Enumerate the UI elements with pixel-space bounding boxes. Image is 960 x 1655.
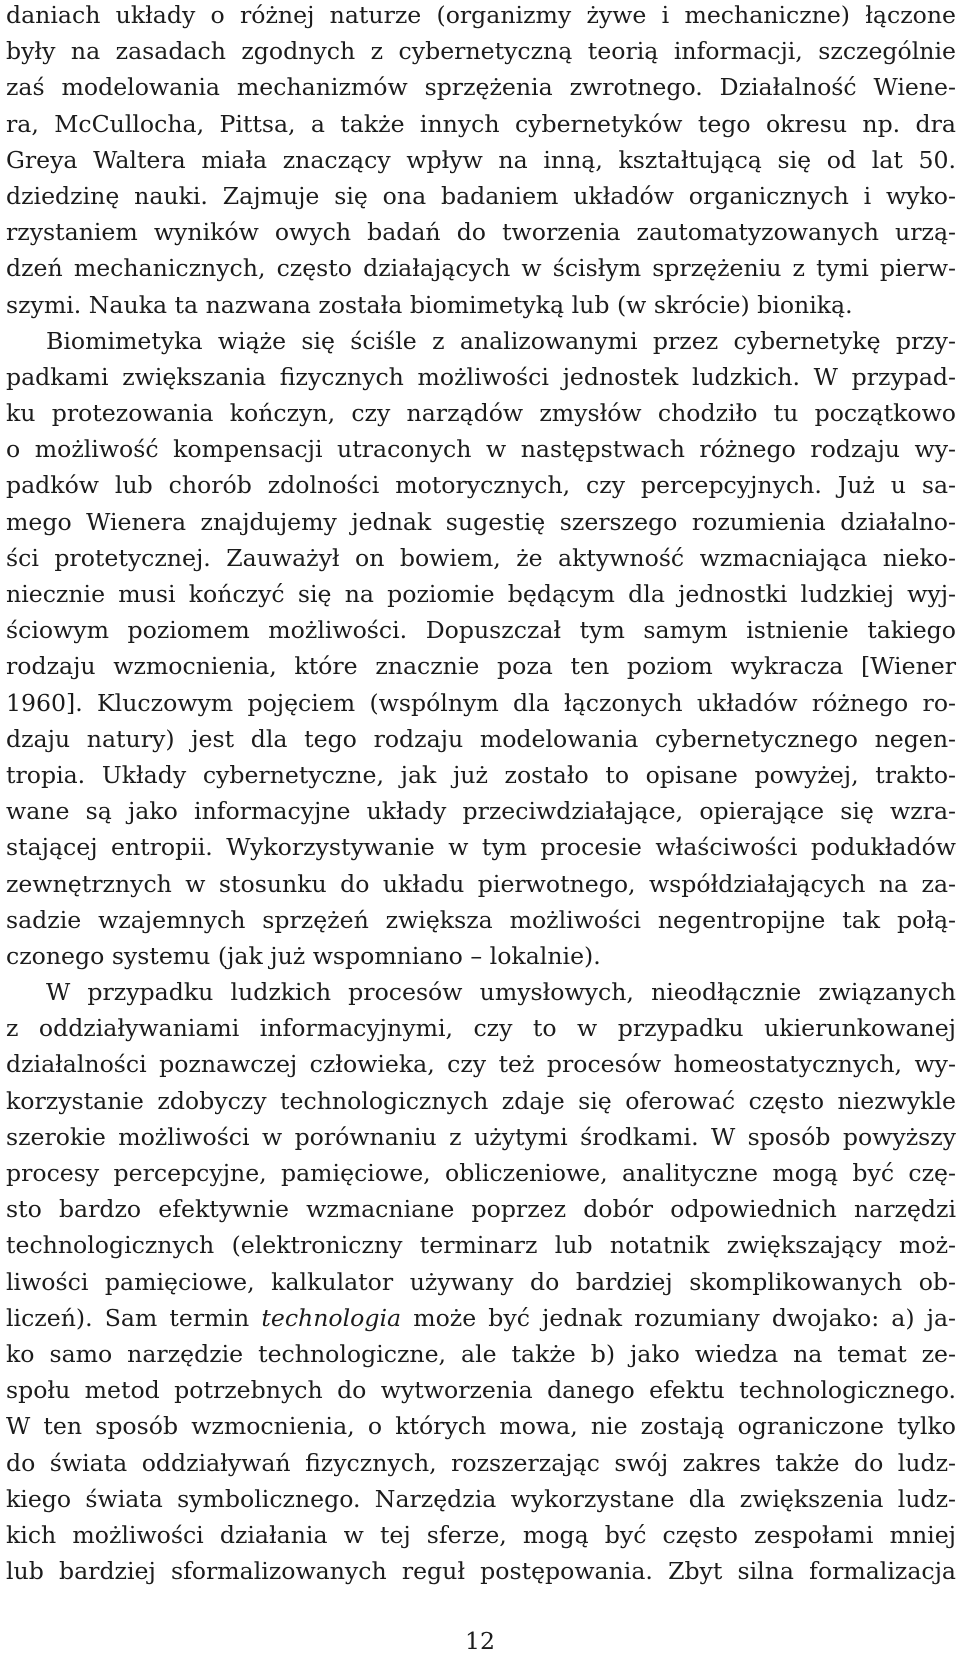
text-line: dzaju natury) jest dla tego rodzaju modelowania cybernetycznego negen- xyxy=(6,724,956,753)
text-line: do świata oddziaływań fizycznych, rozszerzając swój zakres także do ludz- xyxy=(6,1448,956,1477)
text-line: ku protezowania kończyn, czy narządów zmysłów chodziło tu początkowo xyxy=(6,399,956,428)
text-line: kich możliwości działania w tej sferze, mogą być często zespołami mniej xyxy=(6,1520,956,1549)
text-line: mego Wienera znajdujemy jednak sugestię szerszego rozumienia działalno- xyxy=(6,507,956,536)
text-line: lub bardziej sformalizowanych reguł postępowania. Zbyt silna formalizacja xyxy=(6,1557,956,1586)
text-line: daniach układy o różnej naturze (organizmy żywe i mechaniczne) łączone xyxy=(6,1,956,29)
paragraph xyxy=(6,0,956,323)
text-line: Biomimetyka wiąże się ściśle z analizowanymi przez cybernetykę przy- xyxy=(46,326,956,355)
text-line: społu metod potrzebnych do wytworzenia danego efektu technologicznego. xyxy=(6,1376,956,1405)
text-line: liwości pamięciowe, kalkulator używany do bardziej skomplikowanych ob- xyxy=(6,1267,956,1296)
text-segment: liczeń). Sam termin xyxy=(6,1303,262,1332)
text-line: 1960]. Kluczowym pojęciem (wspólnym dla łączonych układów różnego ro- xyxy=(6,688,956,717)
text-line: działalności poznawczej człowieka, czy też procesów homeostatycznych, wy- xyxy=(6,1050,956,1079)
text-line: zaś modelowania mechanizmów sprzężenia zwrotnego. Działalność Wiene- xyxy=(6,73,956,102)
text-line: czonego systemu (jak już wspomniano – lokalnie). xyxy=(6,941,601,970)
text-line: kiego świata symbolicznego. Narzędzia wykorzystane dla zwiększenia ludz- xyxy=(6,1484,956,1513)
paragraph xyxy=(6,323,956,974)
text-line: tropia. Układy cybernetyczne, jak już zostało to opisane powyżej, trakto- xyxy=(6,760,956,789)
text-line: sadzie wzajemnych sprzężeń zwiększa możliwości negentropijne tak połą- xyxy=(6,905,956,934)
text-line: stającej entropii. Wykorzystywanie w tym procesie właściwości podukładów xyxy=(6,833,956,862)
body-text xyxy=(6,0,956,1589)
text-line: procesy percepcyjne, pamięciowe, obliczeniowe, analityczne mogą być czę- xyxy=(6,1159,956,1187)
text-line: z oddziaływaniami informacyjnymi, czy to w przypadku ukierunkowanej xyxy=(6,1014,956,1043)
text-line: ści protetycznej. Zauważył on bowiem, że aktywność wzmacniająca nieko- xyxy=(6,543,956,572)
text-line: padków lub chorób zdolności motorycznych, czy percepcyjnych. Już u sa- xyxy=(6,471,956,500)
text-line: ra, McCullocha, Pittsa, a także innych cybernetyków tego okresu np. dra xyxy=(6,109,956,138)
text-line: były na zasadach zgodnych z cybernetyczną teorią informacji, szczególnie xyxy=(6,37,956,66)
text-line: W ten sposób wzmocnienia, o których mowa, nie zostają ograniczone tylko xyxy=(6,1412,956,1441)
text-line: rzystaniem wyników owych badań do tworzenia zautomatyzowanych urzą- xyxy=(6,218,956,247)
page-number: 12 xyxy=(464,1627,496,1655)
text-line: korzystanie zdobyczy technologicznych zdaje się oferować często niezwykle xyxy=(6,1086,956,1115)
text-line: sto bardzo efektywnie wzmacniane poprzez dobór odpowiednich narzędzi xyxy=(6,1195,956,1224)
text-line: niecznie musi kończyć się na poziomie będącym dla jednostki ludzkiej wyj- xyxy=(6,580,956,608)
text-segment: może być jednak rozumiany dwojako: a) ja- xyxy=(401,1303,956,1332)
text-line: ko samo narzędzie technologiczne, ale także b) jako wiedza na temat ze- xyxy=(6,1339,956,1368)
text-line: zewnętrznych w stosunku do układu pierwotnego, współdziałających na za- xyxy=(6,869,956,898)
text-line: o możliwość kompensacji utraconych w następstwach różnego rodzaju wy- xyxy=(6,435,956,464)
text-line: W przypadku ludzkich procesów umysłowych, nieodłącznie związanych xyxy=(46,978,956,1007)
text-line: dziedzinę nauki. Zajmuje się ona badaniem układów organicznych i wyko- xyxy=(6,181,956,210)
text-line: dzeń mechanicznych, często działających w ścisłym sprzężeniu z tymi pierw- xyxy=(6,254,956,283)
text-line xyxy=(6,1300,956,1336)
text-line: wane są jako informacyjne układy przeciwdziałające, opierające się wzra- xyxy=(6,797,956,826)
text-line: padkami zwiększania fizycznych możliwości jednostek ludzkich. W przypad- xyxy=(6,362,956,391)
text-line: technologicznych (elektroniczny terminarz lub notatnik zwiększający moż- xyxy=(6,1231,956,1260)
paragraph xyxy=(6,974,956,1589)
text-line: szerokie możliwości w porównaniu z użytymi środkami. W sposób powyższy xyxy=(6,1122,956,1151)
text-line: ściowym poziomem możliwości. Dopuszczał tym samym istnienie takiego xyxy=(6,616,956,645)
text-line: Greya Waltera miała znaczący wpływ na inną, kształtującą się od lat 50. xyxy=(6,145,956,174)
italic-term: technologia xyxy=(261,1303,402,1332)
text-line: szymi. Nauka ta nazwana została biomimetyką lub (w skrócie) bioniką. xyxy=(6,290,853,319)
text-line: rodzaju wzmocnienia, które znacznie poza ten poziom wykracza [Wiener xyxy=(6,652,956,681)
